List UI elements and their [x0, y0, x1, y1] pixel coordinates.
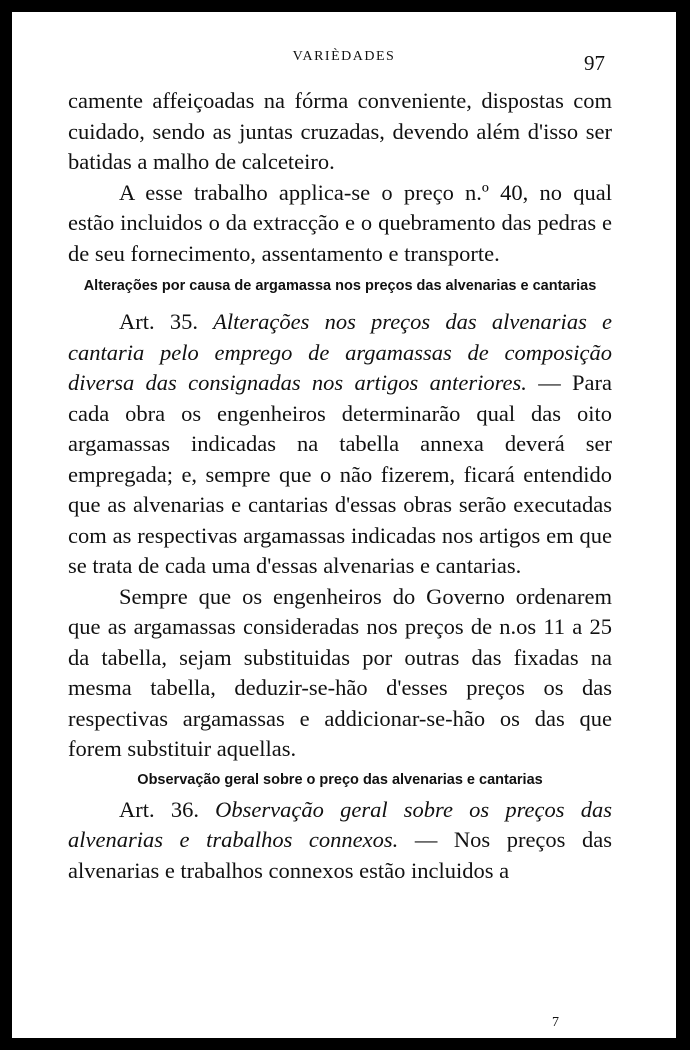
article-36-text: — Nos preços das alvenarias e trabalhos connexos estão incluidos a: [68, 827, 612, 883]
paragraph-continuation: camente affeiçoadas na fórma conveniente, dispostas com cuidado, sendo as juntas cruzadas, devendo além d'isso ser batidas a malho de calceteiro.: [68, 88, 612, 174]
section-heading-observacao: Observação geral sobre o preço das alvenarias e cantarias: [137, 771, 543, 788]
article-35-text: — Para cada obra os engenheiros determinarão qual das oito argamassas indicadas na tabella annexa deverá ser empregada; e, sempre que o não fizerem, ficará entendido que as alvenarias e cantarias d'essas obras serão executadas com as respectivas argamassas indicadas nos artigos em que se trata de cada uma d'essas alvenarias e cantarias.: [68, 370, 612, 578]
section-heading-alteracoes: Alterações por causa de argamassa nos preços das alvenarias e cantarias: [83, 278, 597, 294]
article-36-number: Art. 36.: [119, 796, 199, 822]
running-title: VARIÈDADES: [292, 49, 396, 64]
article-35-number: Art. 35.: [119, 309, 198, 334]
page-number: 97: [584, 51, 605, 75]
running-header: [12, 49, 676, 79]
page-body: [68, 86, 612, 886]
article-35: [68, 307, 612, 582]
paragraph-substituicao: Sempre que os engenheiros do Governo ordenarem que as argamassas consideradas nos preços de n.os 11 a 25 da tabella, sejam substituidas por outras das fixadas na mesma tabella, deduzir-se-hão d'esses preços os das respectivas argamassas e addicionar-se-hão os das que forem substituir aquellas.: [68, 583, 612, 761]
signature-mark: 7: [552, 1015, 559, 1030]
paragraph-price-40: A esse trabalho applica-se o preço n.º 40, no qual estão incluidos o da extracção e o quebramento das pedras e de seu fornecimento, assentamento e transporte.: [68, 179, 612, 266]
article-36-title: Observação geral sobre os preços das alvenarias e trabalhos connexos.: [68, 796, 613, 852]
book-page: [12, 12, 676, 1038]
article-35-title: Alterações nos preços das alvenarias e cantaria pelo emprego de argamassas de composição diversa das consignadas nos artigos anteriores.: [68, 309, 613, 395]
article-36: [68, 795, 612, 887]
